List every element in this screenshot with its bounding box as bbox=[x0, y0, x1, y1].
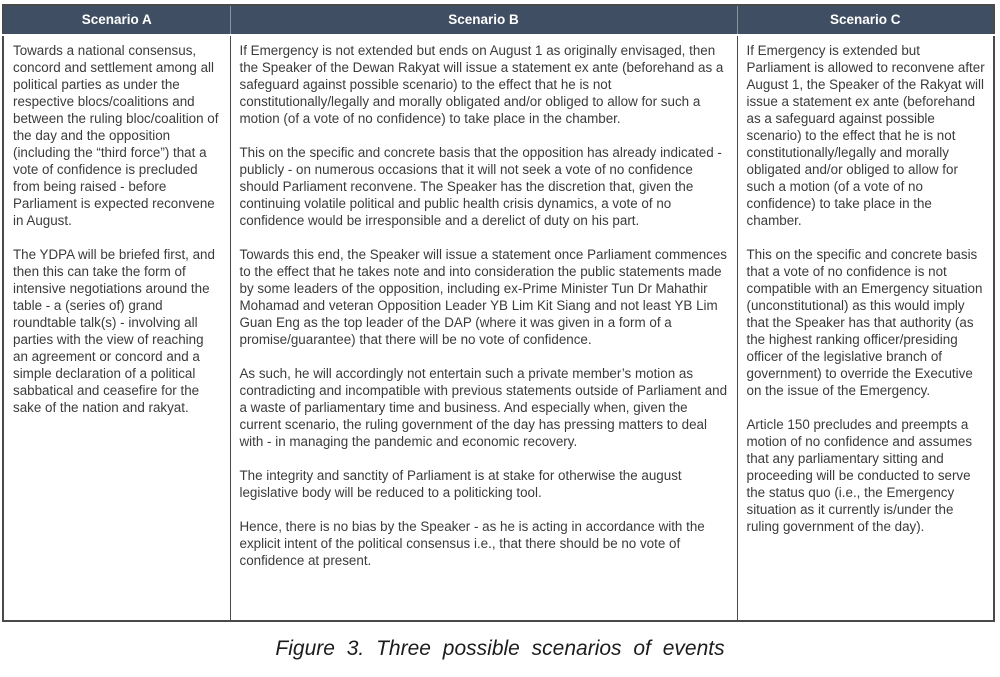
paragraph: If Emergency is not extended but ends on August 1 as originally envisaged, then the Speaker of the Dewan Rakyat will issue a statement ex ante (beforehand as a safeguard against possible scenario) to the effect that he is not constitutionally/legally and morally obligated and/or obliged to allow for such a motion (of a vote of no confidence) to take place in the chamber. bbox=[239, 43, 724, 126]
header-scenario-b: Scenario B bbox=[230, 5, 737, 35]
scenario-table bbox=[2, 4, 995, 622]
cell-scenario-c bbox=[737, 35, 994, 621]
cell-scenario-b bbox=[230, 35, 737, 621]
scenario-a-text bbox=[13, 42, 222, 416]
paragraph: The YDPA will be briefed first, and then this can take the form of intensive negotiations around the table - a (series of) grand roundtable talk(s) - involving all parties with the view of reaching an agreement or concord and a simple declaration of a political sabbatical and ceasefire for the sake of the nation and rakyat. bbox=[13, 247, 215, 415]
scenario-b-text bbox=[240, 42, 729, 569]
header-scenario-a: Scenario A bbox=[3, 5, 230, 35]
cell-scenario-a bbox=[3, 35, 230, 621]
table-header-row bbox=[3, 5, 994, 35]
figure-caption: Figure 3. Three possible scenarios of events bbox=[275, 637, 725, 660]
paragraph: Hence, there is no bias by the Speaker - as he is acting in accordance with the explicit intent of the political consensus i.e., that there should be no vote of confidence at present. bbox=[239, 519, 705, 568]
paragraph: Article 150 precludes and preempts a motion of no confidence and assumes that any parliamentary sitting and proceeding will be conducted to serve the status quo (i.e., the Emergency situation as it currently is/under the ruling government of the day). bbox=[746, 417, 973, 534]
scenario-c-text bbox=[747, 42, 986, 535]
header-scenario-c: Scenario C bbox=[737, 5, 994, 35]
paragraph: As such, he will accordingly not entertain such a private member’s motion as contradicting and incompatible with previous statements outside of Parliament and a waste of parliamentary time and business. And especially when, given the current scenario, the ruling government of the day has pressing matters to deal with - in managing the pandemic and economic recovery. bbox=[239, 366, 728, 449]
paragraph: Towards a national consensus, concord and settlement among all political parties as under the respective blocs/coalitions and between the ruling bloc/coalition of the day and the opposition (including the “third force”) that a vote of confidence is precluded from being raised - before Parliament is expected reconvene in August. bbox=[13, 43, 219, 228]
paragraph: If Emergency is extended but Parliament is allowed to reconvene after August 1, the Speaker of the Rakyat will issue a statement ex ante (beforehand as a safeguard against possible scenario) to the effect that he is not constitutionally/legally and morally obligated and/or obliged to allow for such a motion (of a vote of no confidence) to take place in the chamber. bbox=[746, 43, 985, 228]
paragraph: Towards this end, the Speaker will issue a statement once Parliament commences to the effect that he takes note and into consideration the public statements made by some leaders of the opposition, including ex-Prime Minister Tun Dr Mahathir Mohamad and veteran Opposition Leader YB Lim Kit Siang and not least YB Lim Guan Eng as the top leader of the DAP (where it was given in a form of a promise/guarantee) that there will be no vote of confidence. bbox=[239, 247, 728, 347]
paragraph: The integrity and sanctity of Parliament is at stake for otherwise the august legislative body will be reduced to a politicking tool. bbox=[239, 468, 682, 500]
paragraph: This on the specific and concrete basis that the opposition has already indicated - publicly - on numerous occasions that it will not seek a vote of no confidence should Parliament reconvene. The Speaker has the discretion that, given the continuing volatile political and public health crisis dynamics, a vote of no confidence would be irresponsible and a derelict of duty on his part. bbox=[239, 145, 722, 228]
paragraph: This on the specific and concrete basis that a vote of no confidence is not compatible with an Emergency situation (unconstitutional) as this would imply that the Speaker has that authority (as the highest ranking officer/presiding officer of the legislative branch of government) to override the Executive on the issue of the Emergency. bbox=[746, 247, 983, 398]
table-body-row bbox=[3, 35, 994, 621]
